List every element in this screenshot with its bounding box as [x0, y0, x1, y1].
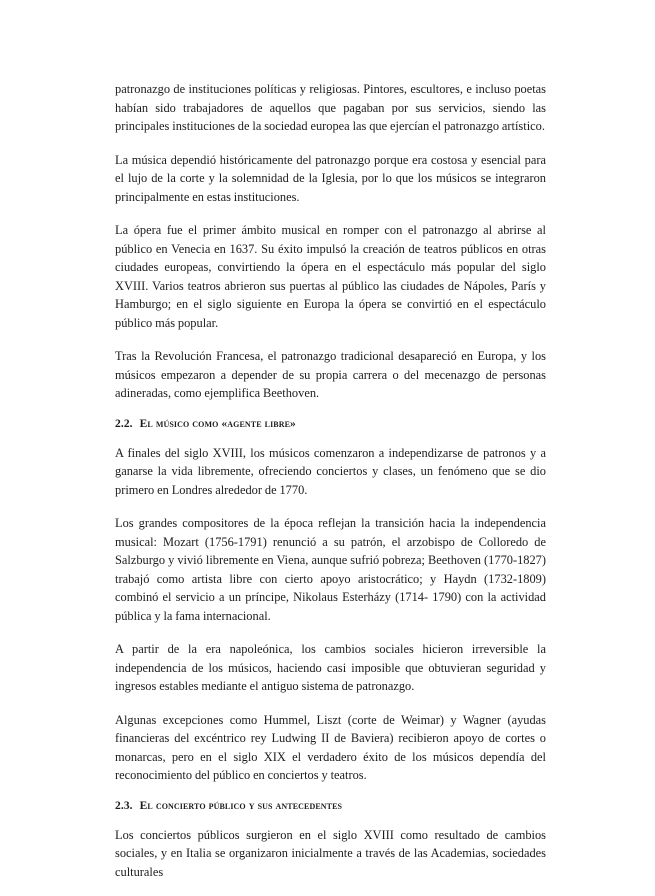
section-heading-2-3	[115, 800, 546, 812]
section-heading-2-2	[115, 418, 546, 430]
paragraph-french-revolution: Tras la Revolución Francesa, el patronazgo tradicional desapareció en Europa, y los músicos empezaron a depender de su propia carrera o del mecenazgo de personas adineradas, como ejemplifica Beethoven.	[115, 349, 546, 400]
paragraph-exceptions: Algunas excepciones como Hummel, Liszt (corte de Weimar) y Wagner (ayudas financieras del excéntrico rey Ludwing II de Baviera) recibieron apoyo de cortes o monarcas, pero en el siglo XIX el verdadero éxito de los músicos dependía del reconocimiento del público en conciertos y teatros.	[115, 712, 546, 782]
paragraph-patronage-institutions: patronazgo de instituciones políticas y religiosas. Pintores, escultores, e incluso poetas habían sido trabajadores de aquellos que pagaban por sus servicios, siendo las principales instituciones de la sociedad europea las que ejercían el patronazgo artístico.	[115, 82, 546, 133]
paragraph-opera-public: La ópera fue el primer ámbito musical en romper con el patronazgo al abrirse al público en Venecia en 1637. Su éxito impulsó la creación de teatros públicos en otras ciudades europeas, convirtiendo la ópera en el espectáculo más popular del siglo XVIII. Varios teatros abrieron sus puertas al público las ciudades de Nápoles, París y Hamburgo; en el siglo siguiente en Europa la ópera se convirtió en el espectáculo público más popular.	[115, 223, 546, 330]
section-number: 2.3.	[115, 799, 133, 812]
paragraph-public-concerts: Los conciertos públicos surgieron en el siglo XVIII como resultado de cambios sociales, y en Italia se organizaron inicialmente a través de las Academias, sociedades culturales	[115, 827, 546, 879]
paragraph-napoleonic-era: A partir de la era napoleónica, los cambios sociales hicieron irreversible la independencia de los músicos, haciendo casi imposible que obtuvieran seguridad y ingresos estables mediante el antiguo sistema de patronazgo.	[115, 642, 546, 693]
section-number: 2.2.	[115, 417, 133, 430]
paragraph-free-agent-origin: A finales del siglo XVIII, los músicos comenzaron a independizarse de patronos y a ganarse la vida libremente, ofreciendo conciertos y clases, un fenómeno que se dio primero en Londres alrededor de 1770.	[115, 445, 546, 497]
section-title: El concierto público y sus antecedentes	[139, 799, 343, 812]
page-content	[115, 80, 546, 896]
section-title: El músico como «agente libre»	[139, 417, 296, 430]
paragraph-music-patronage: La música dependió históricamente del patronazgo porque era costosa y esencial para el lujo de la corte y la solemnidad de la Iglesia, por lo que los músicos se integraron principalmente en estas instituciones.	[115, 152, 546, 204]
paragraph-great-composers: Los grandes compositores de la época reflejan la transición hacia la independencia musical: Mozart (1756-1791) renunció a su patrón, el arzobispo de Colloredo de Salzburgo y vivió libremente en Viena, aunque sufrió pobreza; Beethoven (1770-1827) trabajó como artista libre con cierto apoyo aristocrático; y Haydn (1732-1809) combinó el servicio a un príncipe, Nikolaus Esterházy (1714- 1790) con la actividad pública y la fama internacional.	[115, 516, 546, 623]
